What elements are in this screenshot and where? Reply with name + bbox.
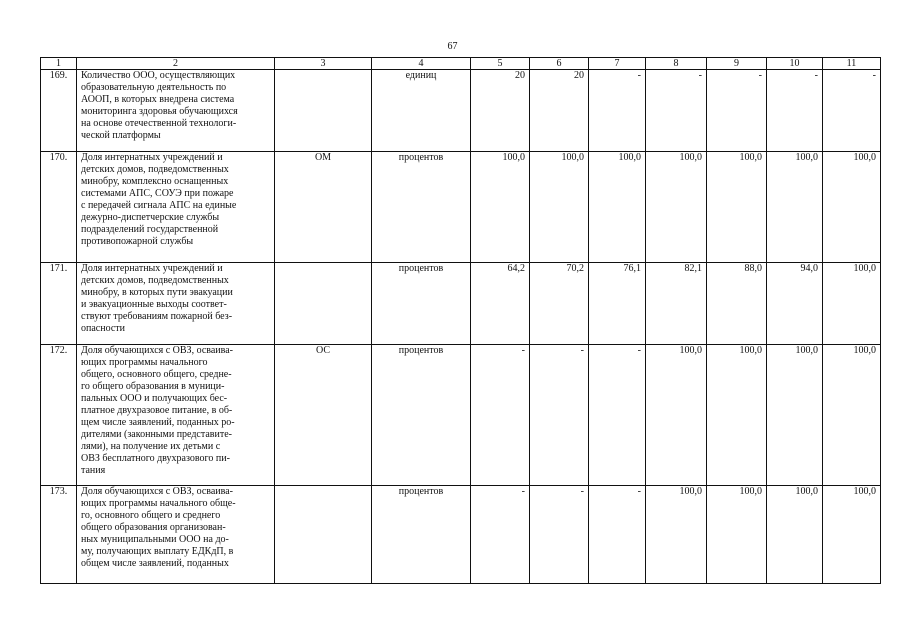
indicator-name xyxy=(77,263,275,345)
indicator-name-line: ющих программы начального xyxy=(81,357,208,368)
indicators-table xyxy=(40,57,881,584)
indicator-name-line: Доля обучающихся с ОВЗ, осваива- xyxy=(81,345,233,356)
value-cell: - xyxy=(707,70,767,152)
indicator-name-line: общего, основного общего, средне- xyxy=(81,369,232,380)
indicator-name-line: Доля обучающихся с ОВЗ, осваива- xyxy=(81,486,233,497)
column-header: 2 xyxy=(77,58,275,70)
indicator-name-line: Количество ООО, осуществляющих xyxy=(81,70,236,81)
value-cell: 76,1 xyxy=(589,263,646,345)
column-header: 6 xyxy=(530,58,589,70)
indicator-name-line: пальных ООО и получающих бес- xyxy=(81,393,228,404)
value-cell: - xyxy=(471,486,530,584)
column-header: 4 xyxy=(372,58,471,70)
value-cell: - xyxy=(589,345,646,486)
indicator-name-line: детских домов, подведомственных xyxy=(81,275,229,286)
indicator-name-line: го общего образования в муници- xyxy=(81,381,225,392)
row-number: 169. xyxy=(41,70,77,152)
column-header: 9 xyxy=(707,58,767,70)
row-number: 172. xyxy=(41,345,77,486)
value-cell: 100,0 xyxy=(646,345,707,486)
value-cell: - xyxy=(530,345,589,486)
indicator-name-line: АООП, в которых внедрена система xyxy=(81,94,235,105)
indicator-type xyxy=(275,70,372,152)
value-cell: 100,0 xyxy=(707,486,767,584)
indicator-name xyxy=(77,70,275,152)
unit-of-measure: процентов xyxy=(372,486,471,584)
value-cell: 100,0 xyxy=(589,152,646,263)
unit-of-measure: процентов xyxy=(372,152,471,263)
column-header: 8 xyxy=(646,58,707,70)
table-row xyxy=(41,486,881,584)
indicator-name-line: образовательную деятельность по xyxy=(81,82,227,93)
indicator-name-line: дителями (законными представите- xyxy=(81,429,233,440)
row-number: 171. xyxy=(41,263,77,345)
table-row xyxy=(41,345,881,486)
column-header: 10 xyxy=(767,58,823,70)
value-cell: 20 xyxy=(530,70,589,152)
value-cell: - xyxy=(471,345,530,486)
indicator-name-line: минобру, в которых пути эвакуации xyxy=(81,287,233,298)
value-cell: 100,0 xyxy=(646,152,707,263)
indicator-name-line: тания xyxy=(81,465,106,476)
indicator-name-line: с передачей сигнала АПС на единые xyxy=(81,200,237,211)
indicator-name-line: опасности xyxy=(81,323,125,334)
indicator-name-line: дежурно-диспетчерские службы xyxy=(81,212,220,223)
indicator-name-line: и эвакуационные выходы соответ- xyxy=(81,299,227,310)
unit-of-measure: единиц xyxy=(372,70,471,152)
indicator-name-line: ОВЗ бесплатного двухразового пи- xyxy=(81,453,230,464)
indicator-name-line: ческой платформы xyxy=(81,130,161,141)
indicator-name-line: щем числе заявлений, поданных ро- xyxy=(81,417,235,428)
indicator-name-line: Доля интернатных учреждений и xyxy=(81,263,223,274)
column-header: 11 xyxy=(823,58,881,70)
indicator-type: ОМ xyxy=(275,152,372,263)
table-row xyxy=(41,152,881,263)
value-cell: 100,0 xyxy=(646,486,707,584)
value-cell: 100,0 xyxy=(767,152,823,263)
indicator-name-line: ных муниципальными ООО на до- xyxy=(81,534,229,545)
value-cell: - xyxy=(589,486,646,584)
page-number: 67 xyxy=(447,41,458,52)
indicator-name-line: на основе отечественной технологи- xyxy=(81,118,237,129)
indicator-name-line: го, основного общего и среднего xyxy=(81,510,221,521)
value-cell: 64,2 xyxy=(471,263,530,345)
value-cell: - xyxy=(530,486,589,584)
indicator-name-line: му, получающих выплату ЕДКдП, в xyxy=(81,546,234,557)
indicator-type xyxy=(275,486,372,584)
value-cell: 20 xyxy=(471,70,530,152)
column-header: 1 xyxy=(41,58,77,70)
indicator-name-line: мониторинга здоровья обучающихся xyxy=(81,106,238,117)
indicator-name-line: ющих программы начального обще- xyxy=(81,498,236,509)
table-row xyxy=(41,263,881,345)
value-cell: - xyxy=(767,70,823,152)
indicator-name-line: ствуют требованиям пожарной без- xyxy=(81,311,233,322)
value-cell: - xyxy=(823,70,881,152)
value-cell: 100,0 xyxy=(767,486,823,584)
indicator-name-line: подразделений государственной xyxy=(81,224,219,235)
value-cell: 100,0 xyxy=(471,152,530,263)
indicator-name-line: общем числе заявлений, поданных xyxy=(81,558,229,569)
indicator-type: ОС xyxy=(275,345,372,486)
column-header: 3 xyxy=(275,58,372,70)
indicator-name-line: Доля интернатных учреждений и xyxy=(81,152,223,163)
column-header: 5 xyxy=(471,58,530,70)
value-cell: - xyxy=(589,70,646,152)
indicator-name-line: противопожарной службы xyxy=(81,236,194,247)
indicator-name-line: детских домов, подведомственных xyxy=(81,164,229,175)
row-number: 170. xyxy=(41,152,77,263)
indicator-name-line: системами АПС, СОУЭ при пожаре xyxy=(81,188,234,199)
value-cell: 100,0 xyxy=(823,345,881,486)
value-cell: 100,0 xyxy=(707,152,767,263)
value-cell: - xyxy=(646,70,707,152)
value-cell: 82,1 xyxy=(646,263,707,345)
column-header: 7 xyxy=(589,58,646,70)
value-cell: 94,0 xyxy=(767,263,823,345)
indicator-name-line: общего образования организован- xyxy=(81,522,226,533)
value-cell: 88,0 xyxy=(707,263,767,345)
indicator-name-line: минобру, комплексно оснащенных xyxy=(81,176,229,187)
unit-of-measure: процентов xyxy=(372,345,471,486)
value-cell: 100,0 xyxy=(823,486,881,584)
indicator-name-line: лями), на получение их детьми с xyxy=(81,441,221,452)
value-cell: 70,2 xyxy=(530,263,589,345)
indicator-name xyxy=(77,486,275,584)
indicator-type xyxy=(275,263,372,345)
value-cell: 100,0 xyxy=(823,152,881,263)
table-row xyxy=(41,70,881,152)
value-cell: 100,0 xyxy=(767,345,823,486)
indicator-name xyxy=(77,345,275,486)
value-cell: 100,0 xyxy=(823,263,881,345)
unit-of-measure: процентов xyxy=(372,263,471,345)
value-cell: 100,0 xyxy=(530,152,589,263)
row-number: 173. xyxy=(41,486,77,584)
indicator-name xyxy=(77,152,275,263)
indicator-name-line: платное двухразовое питание, в об- xyxy=(81,405,233,416)
value-cell: 100,0 xyxy=(707,345,767,486)
column-header-row xyxy=(41,58,881,70)
